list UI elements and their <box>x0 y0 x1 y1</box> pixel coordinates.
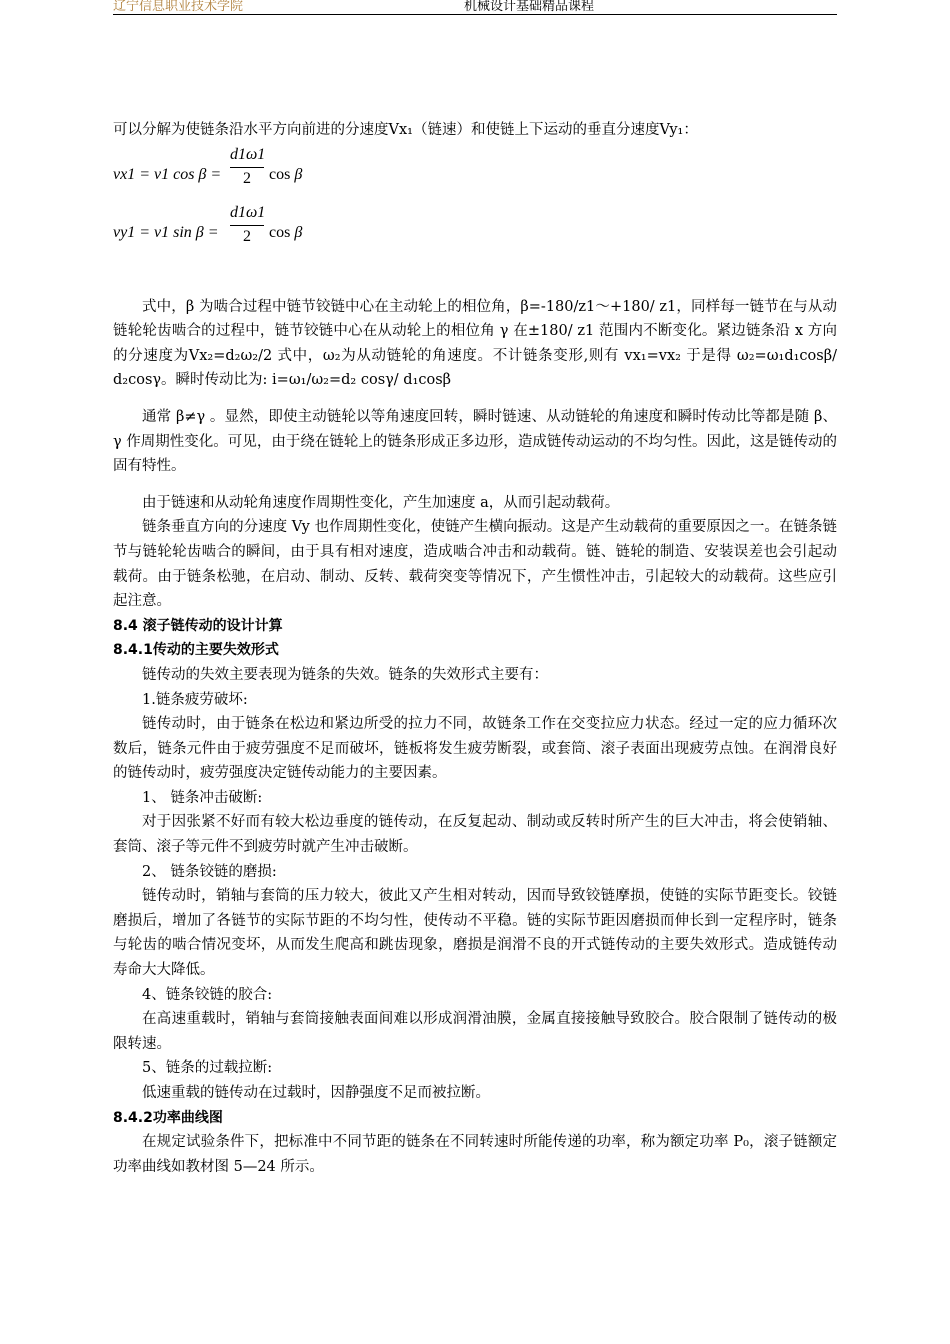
formula-fraction <box>230 143 264 190</box>
formula-cos: cos <box>269 223 291 241</box>
failure-5-title: 5、链条的过载拉断: <box>142 1060 273 1077</box>
section-heading-8-4-2: 8.4.2功率曲线图 <box>113 1109 223 1126</box>
formula-cos: cos <box>269 165 291 183</box>
paragraph-acceleration: 由于链速和从动轮角速度作周期性变化，产生加速度 a，从而引起动载荷。 <box>142 494 620 511</box>
failure-2-text: 对于因张紧不好而有较大松边垂度的链传动，在反复起动、制动或反转时所产生的巨大冲击，将会使销轴、套筒、滚子等元件不到疲劳时就产生冲击破断。 <box>113 814 837 856</box>
course-name: 机械设计基础精品课程 <box>464 0 595 14</box>
formula-lhs: vx1 = v1 cos β = <box>113 165 222 183</box>
section-heading-8-4-1: 8.4.1传动的主要失效形式 <box>113 642 279 659</box>
failure-3-title: 2、 链条铰链的磨损: <box>142 863 277 880</box>
formula-rhs <box>269 221 302 246</box>
failure-1-title: 1.链条疲劳破坏: <box>142 691 248 708</box>
formula-denominator: 2 <box>243 227 251 245</box>
paragraph-dynamic-load: 链条垂直方向的分速度 Vy 也作周期性变化，使链产生横向振动。这是产生动载荷的重要原因之一。在链条链节与链轮轮齿啮合的瞬间，由于具有相对速度，造成啮合冲击和动载荷。链、链轮的制造、安装误差也会引起动载荷。由于链条松驰，在启动、制动、反转、载荷突变等情况下，产生惯性冲击，引起较大的动载荷。这些应引起注意。 <box>113 519 837 610</box>
page-header <box>113 0 837 15</box>
formula-numerator: d1ω1 <box>230 201 264 226</box>
paragraph-transmission-ratio: 通常 β≠γ 。显然，即使主动链轮以等角速度回转，瞬时链速、从动链轮的角速度和瞬时传动比等都是随 β、γ 作周期性变化。可见，由于绕在链轮上的链条形成正多边形，造成链传动运动的不均匀性。因此，这是链传动的固有特性。 <box>113 408 837 475</box>
formula-rhs <box>269 163 302 188</box>
section-heading-8-4: 8.4 滚子链传动的设计计算 <box>113 617 283 634</box>
document-body <box>113 118 837 1179</box>
power-curve-text: 在规定试验条件下，把标准中不同节距的链条在不同转速时所能传递的功率，称为额定功率 P₀，滚子链额定功率曲线如教材图 5—24 所示。 <box>113 1134 837 1175</box>
formula-beta: β <box>294 223 303 241</box>
paragraph-phase-angle: 式中，β 为啮合过程中链节铰链中心在主动轮上的相位角，β=-180/z1～+180/ z1，同样每一链节在与从动链轮轮齿啮合的过程中，链节铰链中心在从动轮上的相位角 γ 在±180/ z1 范围内不断变化。紧边链条沿 x 方向的分速度为Vx₂=d₂ω₂/2 式中，ω₂为从动链轮的角速度。不计链条变形,则有 vx₁=vx₂ 于是得 ω₂=ω₁d₁cosβ/ d₂cosγ。瞬时传动比为: i=ω₁/ω₂=d₂ cosγ/ d₁cosβ <box>113 298 837 389</box>
formula-vx1 <box>113 143 837 201</box>
formula-beta: β <box>294 165 303 183</box>
failure-2-title: 1、 链条冲击破断: <box>142 789 263 806</box>
formula-lhs: vy1 = v1 sin β = <box>113 223 219 241</box>
formula-vy1 <box>113 201 837 259</box>
failure-5-text: 低速重载的链传动在过载时，因静强度不足而被拉断。 <box>142 1085 490 1101</box>
formula-denominator: 2 <box>243 169 251 187</box>
failure-4-title: 4、链条铰链的胶合: <box>142 986 273 1003</box>
formula-numerator: d1ω1 <box>230 143 264 168</box>
failure-3-text: 链传动时，销轴与套筒的压力较大，彼此又产生相对转动，因而导致铰链摩损，使链的实际节距变长。铰链磨损后，增加了各链节的实际节距的不均匀性，使传动不平稳。链的实际节距因磨损而伸长到一定程序时，链条与轮齿的啮合情况变坏，从而发生爬高和跳齿现象，磨损是润滑不良的开式链传动的主要失效形式。造成链传动寿命大大降低。 <box>113 888 837 979</box>
failure-4-text: 在高速重载时，销轴与套筒接触表面间难以形成润滑油膜，金属直接接触导致胶合。胶合限制了链传动的极限转速。 <box>113 1011 837 1052</box>
formula-fraction <box>230 201 264 248</box>
intro-text: 可以分解为使链条沿水平方向前进的分速度Vx₁（链速）和使链上下运动的垂直分速度Vy₁： <box>113 122 698 138</box>
school-name: 辽宁信息职业技术学院 <box>113 0 244 14</box>
failure-intro: 链传动的失效主要表现为链条的失效。链条的失效形式主要有： <box>142 666 548 683</box>
failure-1-text: 链传动时，由于链条在松边和紧边所受的拉力不同，故链条工作在交变拉应力状态。经过一定的应力循环次数后，链条元件由于疲劳强度不足而破坏，链板将发生疲劳断裂，或套筒、滚子表面出现疲劳点蚀。在润滑良好的链传动时，疲劳强度决定链传动能力的主要因素。 <box>113 716 837 782</box>
